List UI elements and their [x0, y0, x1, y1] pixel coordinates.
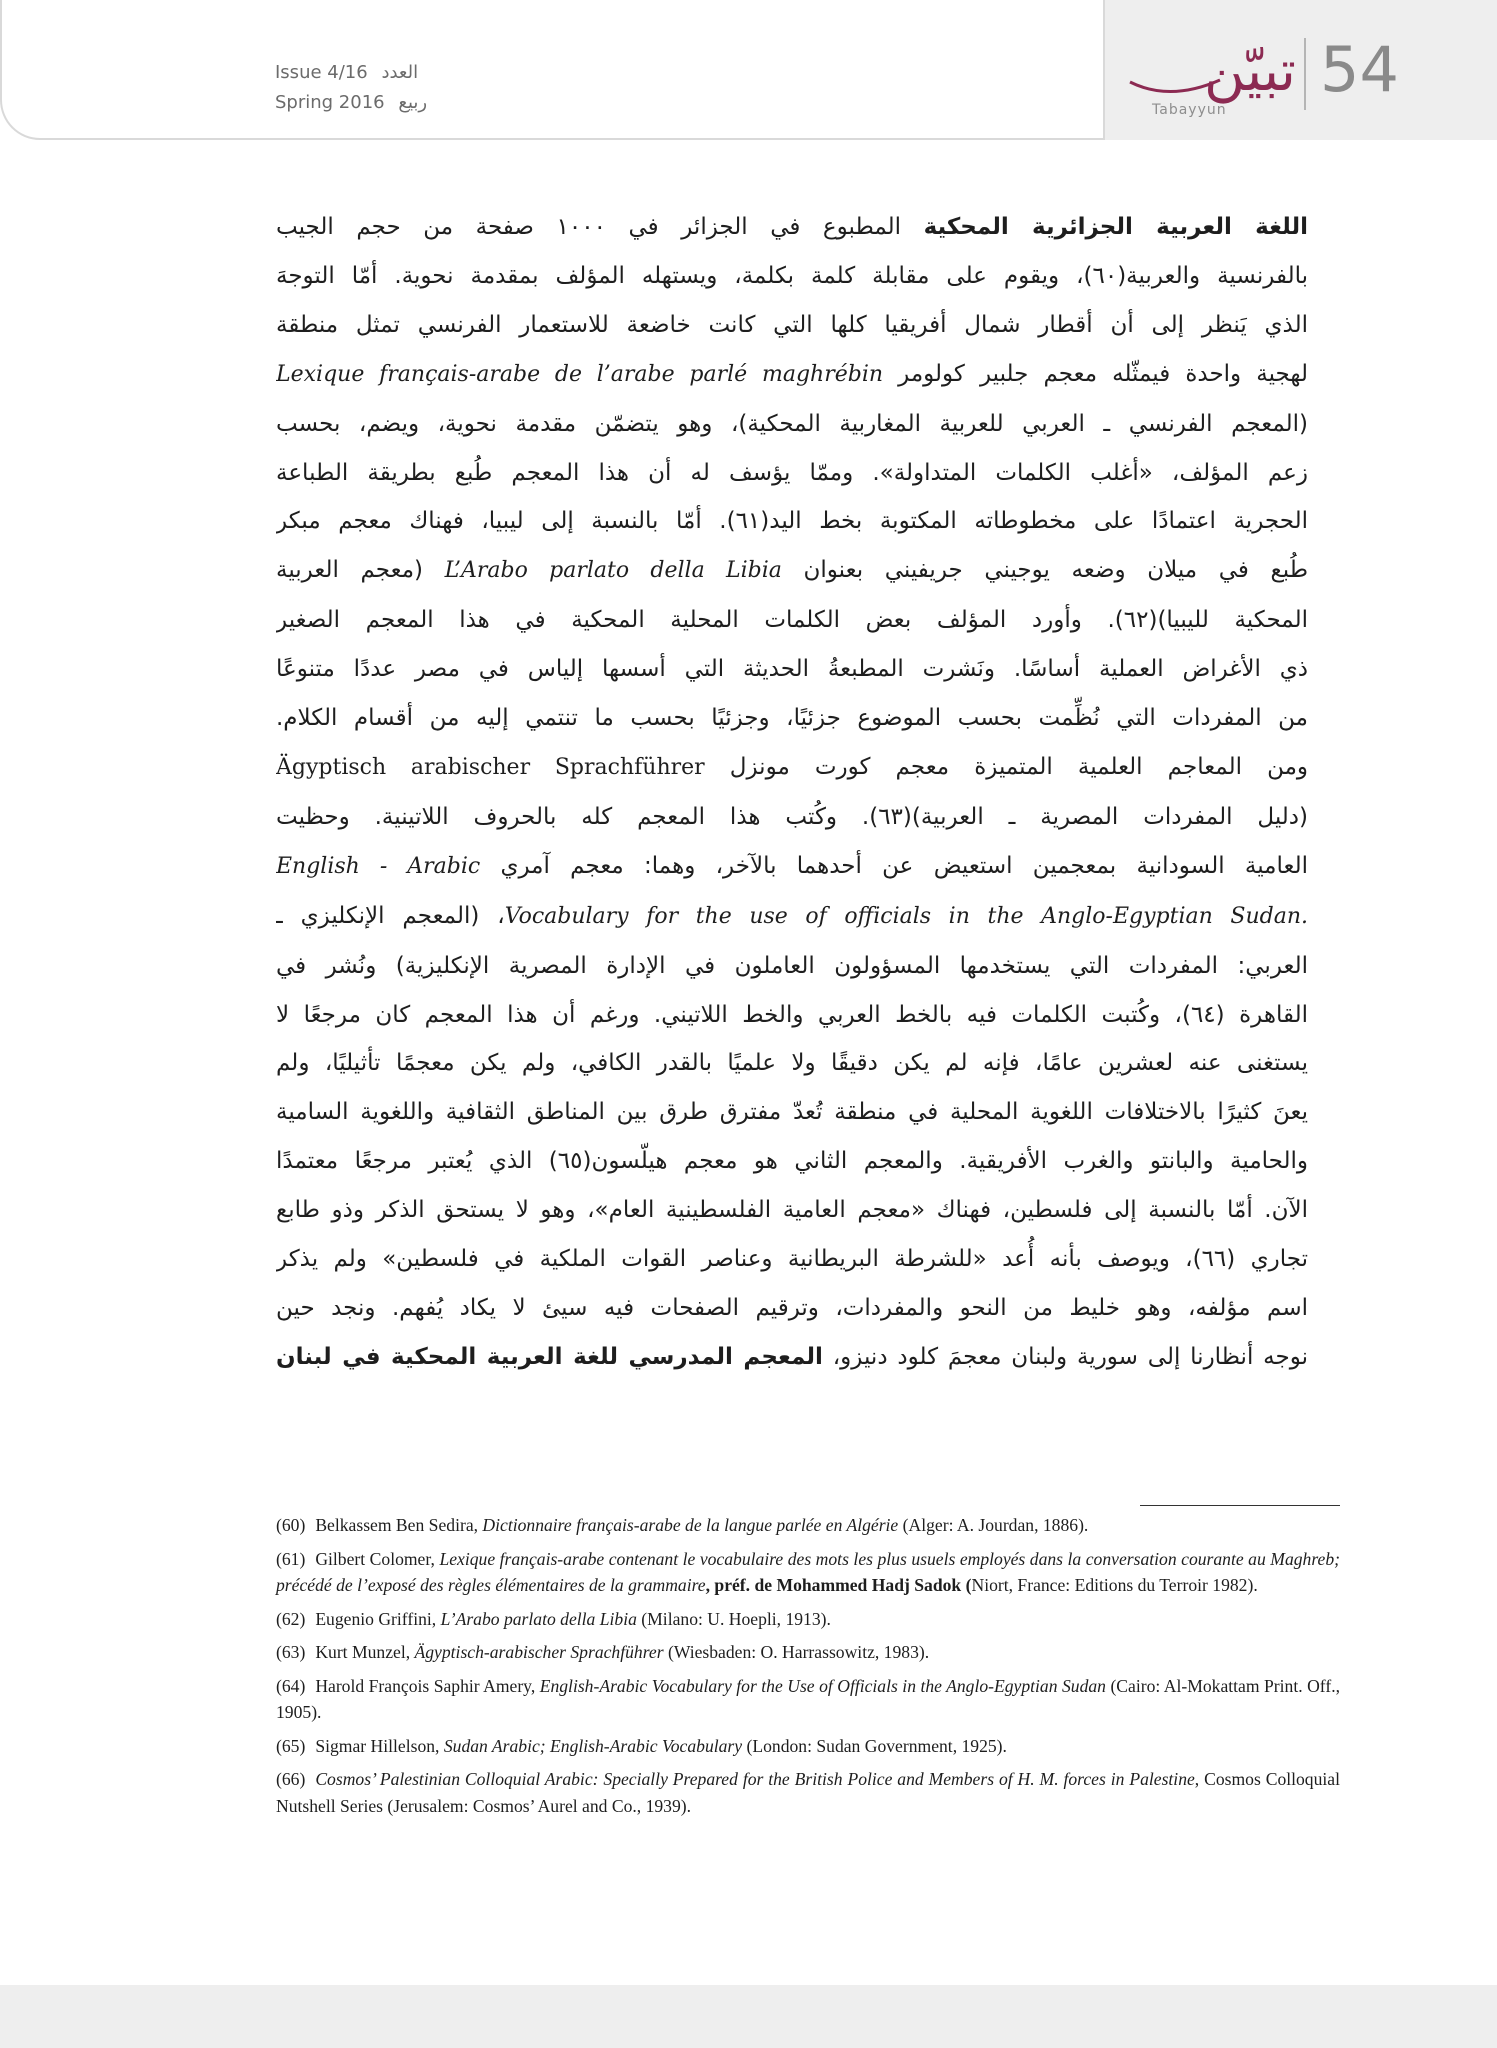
line-text: المطبوع في الجزائر في ١٠٠٠ صفحة من حجم الجيب	[276, 214, 924, 240]
footnote	[276, 1606, 1340, 1633]
line-text: القاهرة (٦٤)، وكُتبت الكلمات فيه بالخط العربي والخط اللاتيني. ورغم أن هذا المعجم كان مرجعًا لا	[276, 1001, 1308, 1028]
footnote-author: Belkassem Ben Sedira,	[315, 1515, 483, 1535]
body-line	[276, 203, 1308, 252]
body-line	[276, 1039, 1308, 1088]
body-line	[276, 842, 1308, 892]
footnote-rule	[1140, 1505, 1340, 1506]
footnote-number: (66)	[276, 1769, 306, 1789]
footnote-number: (61)	[276, 1548, 306, 1569]
line-text: اسم مؤلفه، وهو خليط من النحو والمفردات، وترقيم الصفحات فيه سيئ لا يكاد يُفهم. ونجد حين	[276, 1294, 1308, 1321]
line-text: ذي الأغراض العملية أساسًا. ونَشرت المطبعةُ الحديثة التي أسسها إلياس في مصر عددًا متنوعًا	[276, 656, 1308, 683]
article-body	[276, 203, 1308, 1382]
footnote	[276, 1766, 1340, 1819]
footnote-title: Lexique français-arabe contenant le vocabulaire des mots les plus usuels employés dans la conversation courante au Maghreb; précédé de l’exposé des règles élémentaires de la grammaire	[276, 1548, 1340, 1595]
footnote-publication: (Wiesbaden: O. Harrassowitz, 1983).	[663, 1642, 930, 1662]
line-text: ومن المعاجم العلمية المتميزة معجم كورت مونزل	[704, 753, 1308, 780]
line-text: تجاري (٦٦)، ويوصف بأنه أُعد «للشرطة البريطانية وعناصر القوات الملكية في فلسطين» ولم يذكر	[276, 1246, 1308, 1273]
footnote-title: Dictionnaire français-arabe de la langue parlée en Algérie	[482, 1515, 899, 1535]
body-line	[276, 1284, 1308, 1333]
latin-title: Vocabulary for the use of officials in the Anglo-Egyptian Sudan.	[504, 903, 1308, 929]
footer-band	[0, 1985, 1497, 2048]
footnote-publication: (London: Sudan Government, 1925).	[742, 1735, 1007, 1756]
footnote-number: (65)	[276, 1735, 306, 1756]
body-line	[276, 645, 1308, 694]
body-line	[276, 400, 1308, 449]
footnote	[276, 1673, 1340, 1726]
line-text: من المفردات التي نُظِّمت بحسب الموضوع جزئيًا، وجزئيًا بحسب ما تنتمي إليه من أقسام الكلام.	[276, 705, 1308, 732]
latin-title: L’Arabo parlato della Libia	[444, 558, 782, 584]
footnote-author: Gilbert Colomer,	[315, 1548, 440, 1569]
footnote-publication: (Alger: A. Jourdan, 1886).	[898, 1515, 1089, 1535]
footnote-number: (63)	[276, 1642, 306, 1662]
line-text: العربي: المفردات التي يستخدمها المسؤولون العاملون في الإدارة المصرية الإنكليزية) ونُشر في	[276, 952, 1308, 979]
line-text: (دليل المفردات المصرية ـ العربية)(٦٣). وكُتب هذا المعجم كله بالحروف اللاتينية. وحظيت	[276, 803, 1308, 830]
body-line	[276, 991, 1308, 1040]
line-text: زعم المؤلف، «أغلب الكلمات المتداولة». وممّا يؤسف له أن هذا المعجم طُبع بطريقة الطباعة	[276, 459, 1308, 486]
season-line	[275, 88, 427, 118]
footnote-author: Eugenio Griffini,	[315, 1608, 441, 1629]
body-line	[276, 1186, 1308, 1235]
line-text: لهجية واحدة فيمثّله معجم جلبير كولومر	[883, 360, 1308, 387]
footnote	[276, 1639, 1340, 1666]
footnote	[276, 1733, 1340, 1760]
footnote-author: Sigmar Hillelson,	[315, 1735, 444, 1756]
footnote-number: (64)	[276, 1675, 306, 1696]
body-line	[276, 1137, 1308, 1186]
line-text: نوجه أنظارنا إلى سورية ولبنان معجمَ كلود دنيزو،	[822, 1343, 1308, 1370]
body-line	[276, 449, 1308, 498]
line-text: يستغنى عنه لعشرين عامًا، فإنه لم يكن دقيقًا ولا علميًا بالقدر الكافي، ولم يكن معجمًا تأثيليًا، ولم	[276, 1050, 1308, 1077]
footnote	[276, 1546, 1340, 1599]
bold-title: المعجم المدرسي للغة العربية المحكية في لبنان	[276, 1343, 823, 1370]
body-line	[276, 497, 1308, 546]
footnote-title: Cosmos’ Palestinian Colloquial Arabic: Specially Prepared for the British Police and Members of H. M. forces in Palestine	[315, 1769, 1195, 1789]
bold-title: اللغة العربية الجزائرية المحكية	[923, 214, 1308, 240]
footnote-title: English-Arabic Vocabulary for the Use of Officials in the Anglo-Egyptian Sudan	[539, 1675, 1106, 1696]
footnote-title: Sudan Arabic; English-Arabic Vocabulary	[443, 1735, 743, 1756]
season-en: Spring 2016	[275, 92, 385, 113]
line-text: الذي يَنظر إلى أن أقطار شمال أفريقيا كلها التي كانت خاضعة للاستعمار الفرنسي تمثل منطقة	[276, 311, 1308, 338]
logo-arabic: تبيّن	[1203, 39, 1297, 104]
issue-ar: العدد	[381, 62, 419, 83]
issue-info	[275, 58, 427, 118]
body-line	[276, 596, 1308, 645]
body-line	[276, 1333, 1308, 1382]
footnote	[276, 1512, 1340, 1539]
issue-line	[275, 58, 427, 88]
body-line	[276, 546, 1308, 596]
line-text: (المعجم الفرنسي ـ العربي للعربية المغاربية المحكية)، وهو يتضمّن مقدمة نحوية، ويضم، بحسب	[276, 410, 1308, 437]
footnote-author: Harold François Saphir Amery,	[315, 1675, 540, 1696]
line-text: طُبع في ميلان وضعه يوجيني جريفيني بعنوان	[781, 557, 1308, 584]
footnotes	[276, 1512, 1340, 1826]
body-line	[276, 301, 1308, 350]
latin-title: Ägyptisch arabischer Sprachführer	[276, 754, 705, 780]
latin-title: Lexique français-arabe de l’arabe parlé maghrébin	[276, 361, 884, 387]
footnote-number: (62)	[276, 1608, 306, 1629]
line-text: (معجم العربية	[276, 557, 445, 584]
footnote-title: L’Arabo parlato della Libia	[440, 1608, 637, 1629]
body-line	[276, 1235, 1308, 1284]
line-text: الحجرية اعتمادًا على مخطوطاته المكتوبة بخط اليد(٦١). أمّا بالنسبة إلى ليبيا، فهناك معجم مبكر	[276, 508, 1308, 535]
footnote-number: (60)	[276, 1515, 306, 1535]
footnote-publication: (Milano: U. Hoepli, 1913).	[636, 1608, 831, 1629]
latin-title: English - Arabic	[276, 853, 481, 879]
page-divider	[1304, 38, 1306, 110]
body-line	[276, 252, 1308, 301]
footnote-title: Ägyptisch-arabischer Sprachführer	[414, 1642, 664, 1662]
logo-latin: Tabayyun	[1152, 102, 1227, 118]
line-text: الآن. أمّا بالنسبة إلى فلسطين، فهناك «معجم العامية الفلسطينية العام»، وهو لا يستحق الذكر وذو طابع	[276, 1197, 1308, 1224]
body-line	[276, 350, 1308, 400]
issue-en: Issue 4/16	[275, 62, 368, 83]
season-ar: ربيع	[398, 92, 428, 113]
body-line	[276, 793, 1308, 842]
body-line	[276, 892, 1308, 942]
body-line	[276, 694, 1308, 743]
line-text: يعنَ كثيرًا بالاختلافات اللغوية المحلية في منطقة تُعدّ مفترق طرق بين المناطق الثقافية واللغوية السامية	[276, 1099, 1308, 1126]
page-number: 54	[1320, 33, 1399, 106]
line-text: العامية السودانية بمعجمين استعيض عن أحدهما بالآخر، وهما: معجم آمري	[480, 852, 1308, 879]
body-line	[276, 942, 1308, 991]
footnote-publication: Niort, France: Editions du Terroir 1982).	[971, 1575, 1258, 1595]
line-text: والحامية والبانتو والغرب الأفريقية. والمعجم الثاني هو معجم هيلّسون(٦٥) الذي يُعتبر مرجعًا معتمدًا	[276, 1148, 1308, 1175]
footnote-bold: , préf. de Mohammed Hadj Sadok (	[705, 1575, 972, 1595]
body-line	[276, 1088, 1308, 1137]
footnote-publication: , Cosmos Colloquial Nutshell Series (Jerusalem: Cosmos’ Aurel and Co., 1939).	[276, 1769, 1340, 1816]
body-line	[276, 743, 1308, 793]
footnote-author: Kurt Munzel,	[315, 1642, 415, 1662]
line-text: بالفرنسية والعربية(٦٠)، ويقوم على مقابلة كلمة بكلمة، ويستهله المؤلف بمقدمة نحوية. أمّا التوجهَ	[276, 262, 1308, 289]
footnote-publication: (Cairo: Al-Mokattam Print. Off., 1905).	[276, 1675, 1340, 1722]
line-text: ، (المعجم الإنكليزي ـ	[276, 902, 505, 929]
line-text: المحكية لليبيا)(٦٢). وأورد المؤلف بعض الكلمات المحلية المحكية في هذا المعجم الصغير	[276, 607, 1308, 634]
